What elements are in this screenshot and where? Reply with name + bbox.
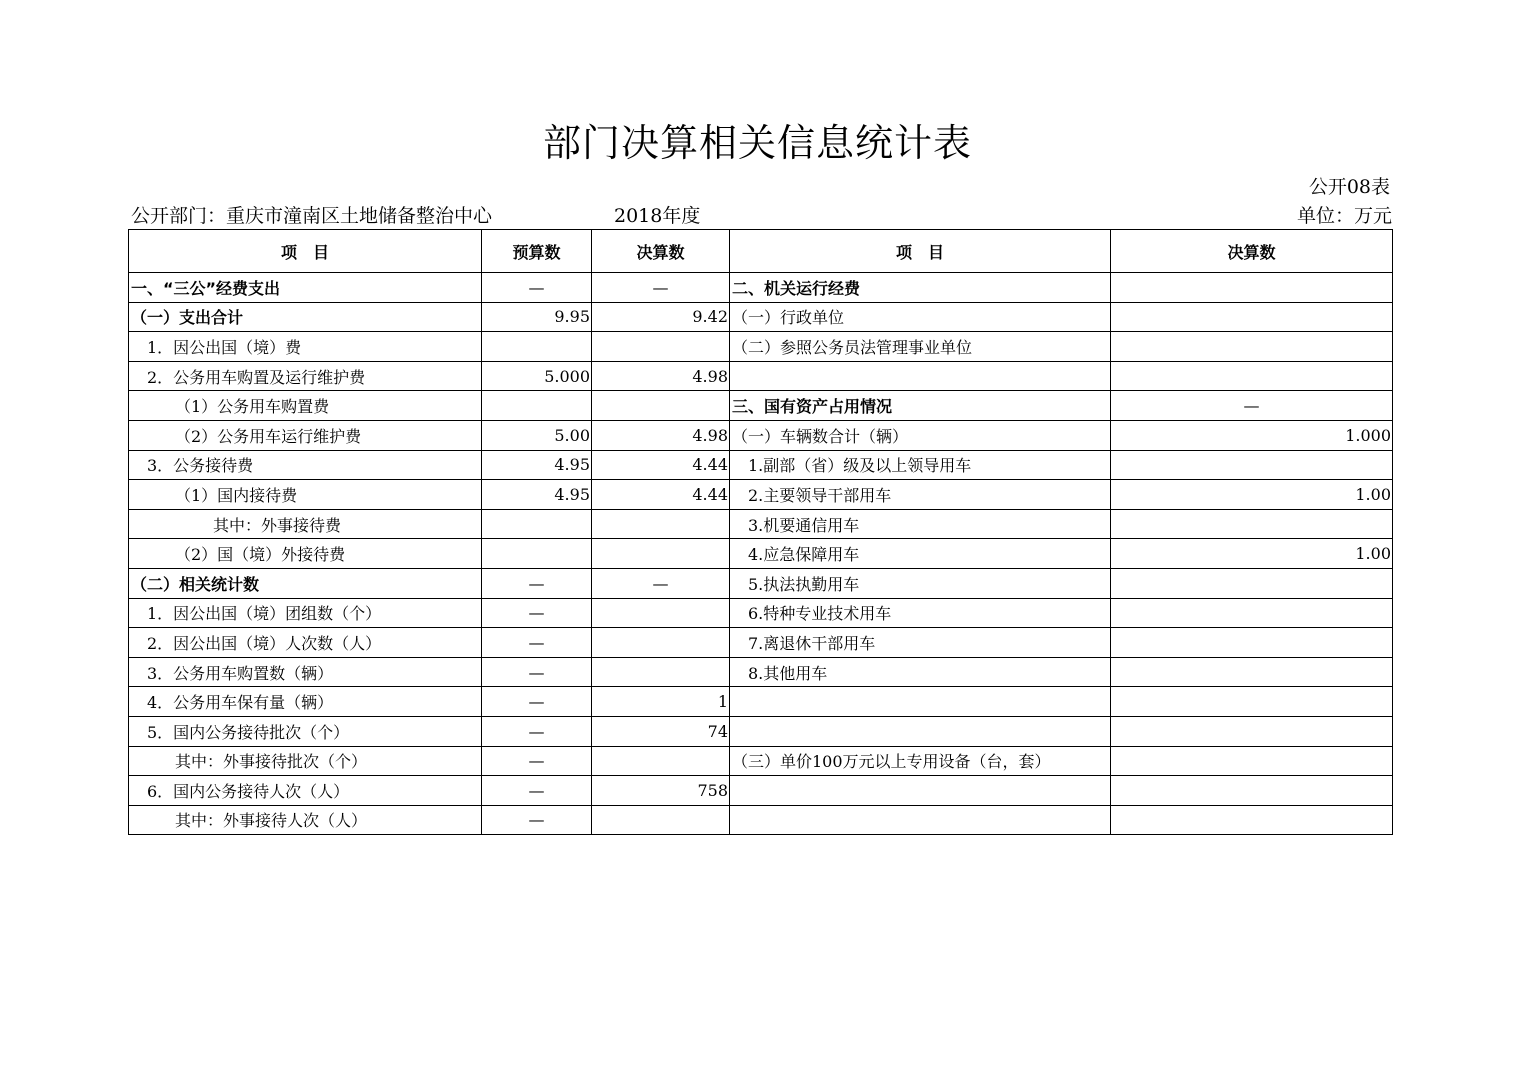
table-row [129,598,1393,628]
right-item-cell: 5.执法执勤用车 [730,568,1111,598]
final-cell: 74 [592,716,730,746]
right-final-cell [1111,746,1393,776]
budget-cell: 5.000 [482,361,592,391]
final-cell [592,746,730,776]
table-row [129,776,1393,806]
right-item-cell: 6.特种专业技术用车 [730,598,1111,628]
right-item-cell: 4.应急保障用车 [730,539,1111,569]
table-row [129,332,1393,362]
left-item-cell: 6．国内公务接待人次（人） [129,776,482,806]
right-final-cell [1111,509,1393,539]
budget-cell: — [482,657,592,687]
right-item-cell: 7.离退休干部用车 [730,628,1111,658]
right-final-cell [1111,776,1393,806]
right-final-cell [1111,687,1393,717]
right-item-cell: 3.机要通信用车 [730,509,1111,539]
left-item-cell: （2）公务用车运行维护费 [129,420,482,450]
table-row [129,568,1393,598]
left-item-cell: （一）支出合计 [129,302,482,332]
right-item-cell [730,776,1111,806]
left-item-cell: 其中：外事接待批次（个） [129,746,482,776]
budget-cell: — [482,776,592,806]
right-item-cell [730,805,1111,835]
meta-line [131,201,1392,227]
table-row [129,361,1393,391]
left-item-cell: 5．国内公务接待批次（个） [129,716,482,746]
left-item-cell: （2）国（境）外接待费 [129,539,482,569]
table-row [129,273,1393,303]
left-item-cell: 3．公务接待费 [129,450,482,480]
final-cell [592,509,730,539]
table-row [129,509,1393,539]
right-final-cell: 1.00 [1111,480,1393,510]
right-item-cell [730,716,1111,746]
header-budget: 预算数 [482,230,592,273]
table-row [129,657,1393,687]
final-cell: 9.42 [592,302,730,332]
right-final-cell [1111,273,1393,303]
left-item-cell: （二）相关统计数 [129,568,482,598]
year-label: 2018年度 [614,205,701,227]
right-item-cell: 三、国有资产占用情况 [730,391,1111,421]
table-row [129,805,1393,835]
right-final-cell: — [1111,391,1393,421]
final-cell: 4.44 [592,480,730,510]
table-row [129,391,1393,421]
final-cell: 4.44 [592,450,730,480]
header-right-final: 决算数 [1111,230,1393,273]
header-final: 决算数 [592,230,730,273]
page-title: 部门决算相关信息统计表 [542,121,972,165]
left-item-cell: 2．因公出国（境）人次数（人） [129,628,482,658]
left-item-cell: 4．公务用车保有量（辆） [129,687,482,717]
budget-cell: — [482,598,592,628]
right-item-cell: 1.副部（省）级及以上领导用车 [730,450,1111,480]
header-left-item: 项 目 [129,230,482,273]
left-item-cell: （1）公务用车购置费 [129,391,482,421]
right-item-cell: 二、机关运行经费 [730,273,1111,303]
left-item-cell: 3．公务用车购置数（辆） [129,657,482,687]
budget-cell: — [482,805,592,835]
right-item-cell [730,361,1111,391]
right-final-cell [1111,716,1393,746]
right-item-cell: （三）单价100万元以上专用设备（台，套） [730,746,1111,776]
left-item-cell: 1．因公出国（境）团组数（个） [129,598,482,628]
right-final-cell [1111,628,1393,658]
final-cell: 758 [592,776,730,806]
final-cell: — [592,568,730,598]
right-item-cell: （二）参照公务员法管理事业单位 [730,332,1111,362]
left-item-cell: 其中：外事接待费 [129,509,482,539]
right-final-cell [1111,657,1393,687]
final-cell [592,332,730,362]
right-item-cell: 2.主要领导干部用车 [730,480,1111,510]
final-cell: 1 [592,687,730,717]
budget-cell: 4.95 [482,450,592,480]
table-row [129,539,1393,569]
budget-cell: — [482,568,592,598]
right-final-cell [1111,568,1393,598]
right-final-cell [1111,598,1393,628]
final-cell: — [592,273,730,303]
left-item-cell: 2．公务用车购置及运行维护费 [129,361,482,391]
header-right-item: 项 目 [730,230,1111,273]
unit-label: 单位：万元 [1296,205,1392,227]
budget-cell [482,539,592,569]
table-row [129,628,1393,658]
budget-cell [482,391,592,421]
right-final-cell [1111,302,1393,332]
right-item-cell: （一）车辆数合计（辆） [730,420,1111,450]
table-body [129,273,1393,835]
budget-cell: — [482,687,592,717]
table-row [129,480,1393,510]
budget-cell: — [482,273,592,303]
table-row [129,746,1393,776]
final-cell [592,598,730,628]
table-row [129,420,1393,450]
table-header-row [129,230,1393,273]
right-final-cell [1111,450,1393,480]
right-item-cell [730,687,1111,717]
budget-cell: 4.95 [482,480,592,510]
table-row [129,687,1393,717]
budget-cell: — [482,746,592,776]
table-row [129,302,1393,332]
statistics-table [128,229,1393,835]
final-cell [592,657,730,687]
right-final-cell: 1.00 [1111,539,1393,569]
final-cell: 4.98 [592,361,730,391]
right-final-cell: 1.000 [1111,420,1393,450]
final-cell [592,805,730,835]
budget-cell [482,509,592,539]
final-cell: 4.98 [592,420,730,450]
right-item-cell: 8.其他用车 [730,657,1111,687]
final-cell [592,539,730,569]
right-final-cell [1111,332,1393,362]
left-item-cell: 一、“三公”经费支出 [129,273,482,303]
right-final-cell [1111,805,1393,835]
left-item-cell: 1．因公出国（境）费 [129,332,482,362]
right-final-cell [1111,361,1393,391]
budget-cell: — [482,628,592,658]
left-item-cell: （1）国内接待费 [129,480,482,510]
table-row [129,716,1393,746]
form-number: 公开08表 [1308,176,1390,198]
left-item-cell: 其中：外事接待人次（人） [129,805,482,835]
budget-cell: 9.95 [482,302,592,332]
final-cell [592,391,730,421]
table-row [129,450,1393,480]
right-item-cell: （一）行政单位 [730,302,1111,332]
budget-cell: — [482,716,592,746]
budget-cell [482,332,592,362]
department-label: 公开部门：重庆市潼南区土地储备整治中心 [131,205,493,227]
budget-cell: 5.00 [482,420,592,450]
final-cell [592,628,730,658]
